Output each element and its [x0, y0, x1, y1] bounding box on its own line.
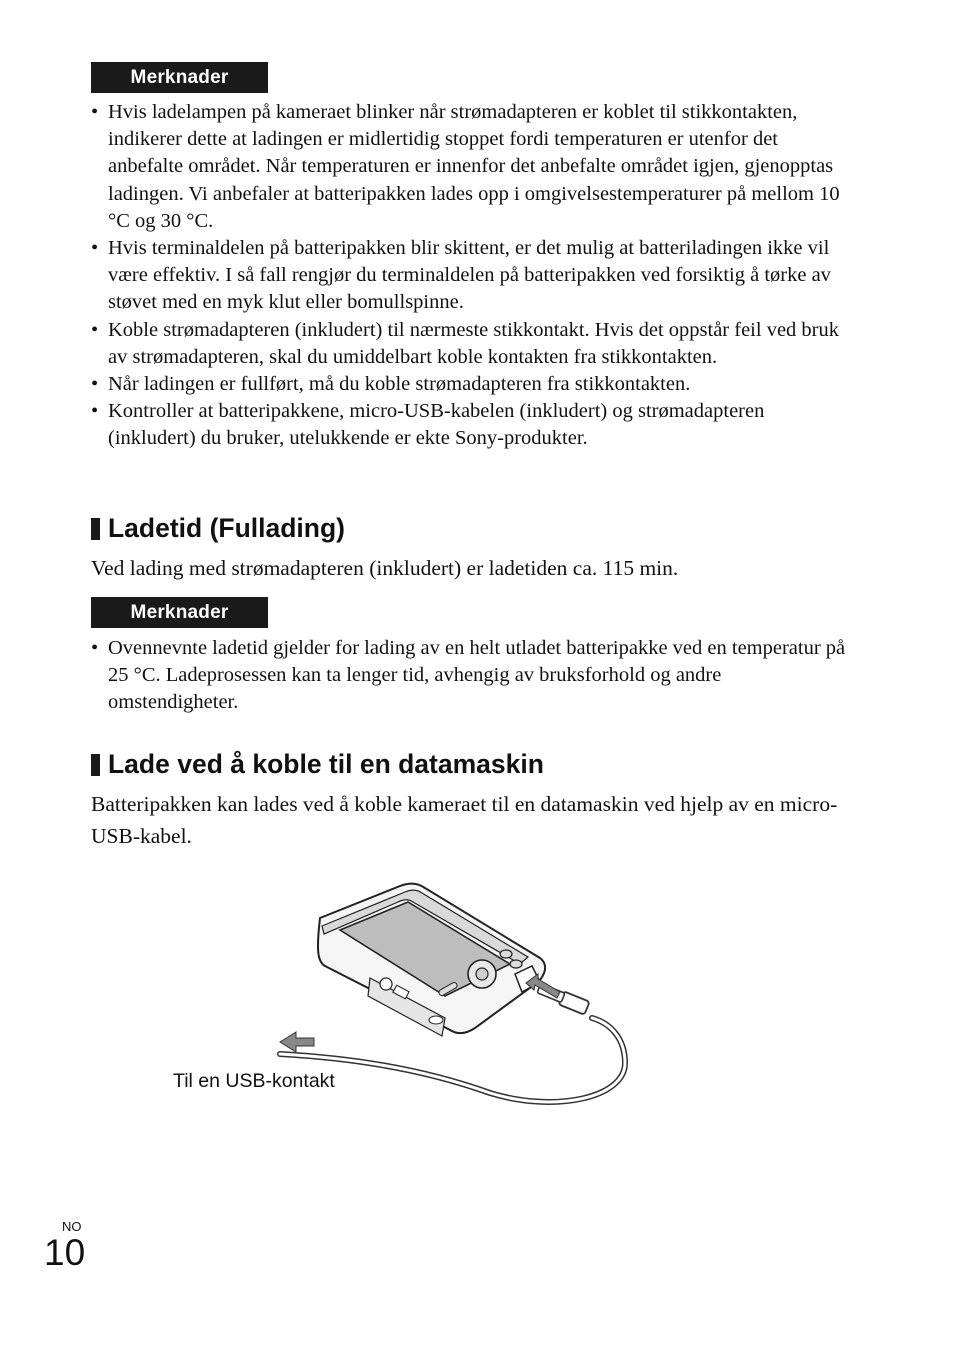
direction-arrow-icon — [280, 1032, 314, 1052]
notes-list — [91, 99, 851, 453]
section-body: Batteripakken kan lades ved å koble kameraet til en datamaskin ved hjelp av en micro-USB-kabel. — [91, 792, 838, 848]
heading-marker-icon — [91, 518, 100, 540]
notes-label: Merknader — [91, 62, 268, 93]
note-item: • Koble strømadapteren (inkludert) til nærmeste stikkontakt. Hvis det oppstår feil ved bruk av strømadapteren, skal du umiddelbart koble kontakten fra stikkontakten. — [91, 317, 851, 371]
page-number: 10 — [44, 1232, 86, 1273]
section-heading-charging-time — [91, 513, 345, 544]
language-code: NO — [62, 1219, 82, 1234]
note-item: • Ovennevnte ladetid gjelder for lading av en helt utladet batteripakke ved en temperatur på 25 °C. Ladeprosessen kan ta lenger tid, avhengig av bruksforhold og andre omstendigheter. — [91, 635, 851, 717]
section-body: Ved lading med strømadapteren (inkludert) er ladetiden ca. 115 min. — [91, 556, 679, 580]
heading-marker-icon — [91, 754, 100, 776]
section-heading-computer-charging — [91, 749, 544, 780]
section-title: Lade ved å koble til en datamaskin — [108, 749, 544, 779]
illustration-caption: Til en USB-kontakt — [173, 1070, 335, 1092]
section-title: Ladetid (Fullading) — [108, 513, 345, 543]
note-item: • Hvis terminaldelen på batteripakken blir skittent, er det mulig at batteriladingen ikke vil være effektiv. I så fall rengjør du terminaldelen på batteripakken ved forsiktig å tørke av støvet med en myk klut eller bomullspinne. — [91, 235, 851, 317]
note-item: • Hvis ladelampen på kameraet blinker når strømadapteren er koblet til stikkontakten, indikerer dette at ladingen er midlertidig stoppet fordi temperaturen er utenfor det anbefalte området. Når temperaturen er innenfor det anbefalte området igjen, gjenopptas ladingen. Vi anbefaler at batteripakken lades opp i omgivelsestemperaturer på mellom 10 °C og 30 °C. — [91, 99, 851, 235]
notes-list — [91, 635, 851, 717]
camera-icon — [318, 884, 545, 1036]
note-item: • Når ladingen er fullført, må du koble strømadapteren fra stikkontakten. — [91, 371, 851, 398]
notes-label: Merknader — [91, 597, 268, 628]
note-item: • Kontroller at batteripakkene, micro-USB-kabelen (inkludert) og strømadapteren (inkludert) du bruker, utelukkende er ekte Sony-produkter. — [91, 398, 851, 452]
